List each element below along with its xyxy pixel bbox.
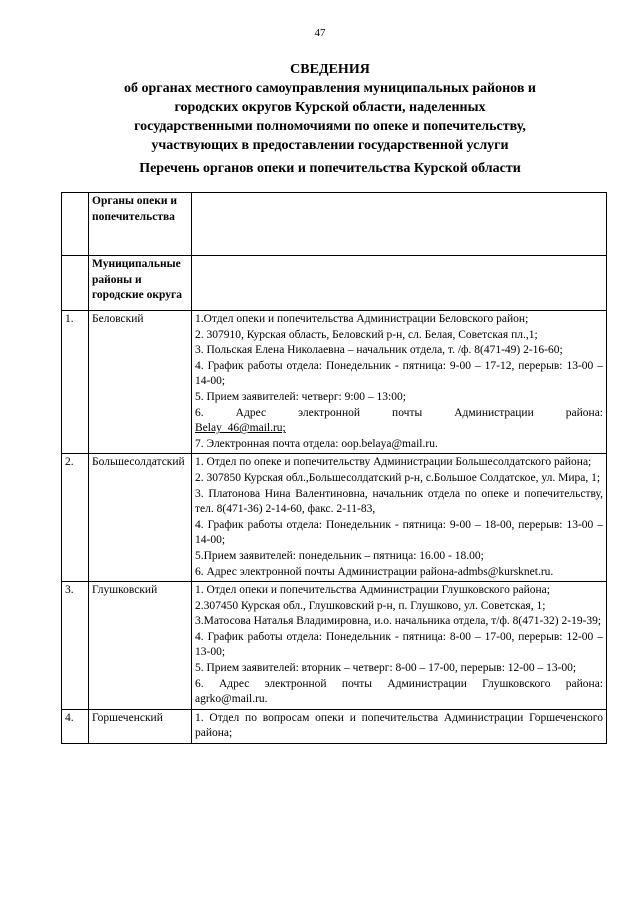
district-details <box>192 454 607 582</box>
detail-line: 5.Прием заявителей: понедельник – пятница: 16.00 - 18.00; <box>195 549 484 562</box>
table-row <box>62 709 607 743</box>
table-row <box>62 311 607 454</box>
table-row <box>62 454 607 582</box>
detail-line: 5. Прием заявителей: вторник – четверг: 8-00 – 17-00, перерыв: 12-00 – 13-00; <box>195 662 577 675</box>
district-name: Большесолдатский <box>89 454 192 582</box>
title-line: участвующих в предоставлении государственной услуги <box>151 138 509 153</box>
header-guardianship-bodies: Органы опеки и попечительства <box>89 193 192 256</box>
detail-line: 2.307450 Курская обл., Глушковский р-н, п. Глушково, ул. Советская, 1; <box>195 599 546 612</box>
detail-line: 2. 307850 Курская обл.,Большесолдатский р-н, с.Большое Солдатское, ул. Мира, 1; <box>195 471 601 484</box>
district-details <box>192 311 607 454</box>
title-line: городских округов Курской области, наделенных <box>174 100 486 115</box>
detail-line: 1.Отдел опеки и попечительства Администрации Беловского район; <box>195 313 529 325</box>
table-row <box>62 582 607 710</box>
document-title <box>60 60 600 155</box>
row-number: 1. <box>62 311 89 454</box>
header-districts: Муниципальные районы и городские округа <box>89 256 192 311</box>
district-details <box>192 582 607 710</box>
district-name: Горшеченский <box>89 709 192 743</box>
detail-line: 1. Отдел опеки и попечительства Администрации Глушковского района; <box>195 584 550 597</box>
table-header-row <box>62 193 607 256</box>
detail-line: 6. Адрес электронной почты Администрации Глушковского района: agrko@mail.ru. <box>195 677 603 706</box>
detail-line: 6. Адрес электронной почты Администрации района: <box>195 406 603 419</box>
page-number: 47 <box>314 27 326 39</box>
detail-line: 5. Прием заявителей: четверг: 9:00 – 13:00; <box>195 390 406 403</box>
row-number: 2. <box>62 454 89 582</box>
email-link[interactable]: Belay_46@mail.ru; <box>195 422 286 435</box>
detail-line: 4. График работы отдела: Понедельник - пятница: 8-00 – 17-00, перерыв: 12-00 – 13-00; <box>195 630 603 659</box>
row-number: 3. <box>62 582 89 710</box>
detail-line: 4. График работы отдела: Понедельник - пятница: 9-00 – 17-12, перерыв: 13-00 – 14-00; <box>195 359 603 388</box>
detail-line: 2. 307910, Курская область, Беловский р-н, сл. Белая, Советская пл.,1; <box>195 328 538 341</box>
detail-line: 1. Отдел по опеке и попечительству Администрации Большесолдатского района; <box>195 456 592 469</box>
district-name: Беловский <box>89 311 192 454</box>
detail-line: 3. Польская Елена Николаевна – начальник отдела, т. /ф. 8(471-49) 2-16-60; <box>195 344 563 357</box>
detail-line: 6. Адрес электронной почты Администрации района-admbs@kursknet.ru. <box>195 565 554 578</box>
title-line: об органах местного самоуправления муниципальных районов и <box>124 81 536 96</box>
district-details <box>192 709 607 743</box>
title-line: государственными полномочиями по опеке и попечительству, <box>134 119 526 134</box>
guardianship-table <box>61 192 607 744</box>
title-line: СВЕДЕНИЯ <box>290 62 370 77</box>
list-subtitle: Перечень органов опеки и попечительства Курской области <box>139 161 521 176</box>
detail-line: 3. Платонова Нина Валентиновна, начальник отдела по опеке и попечительству, тел. 8(471-36) 2-14-60, факс. 2-11-83, <box>195 487 603 516</box>
detail-line: 4. График работы отдела: Понедельник - пятница: 9-00 – 18-00, перерыв: 13-00 – 14-00; <box>195 518 603 547</box>
detail-line: 1. Отдел по вопросам опеки и попечительства Администрации Горшеченского района; <box>195 711 603 740</box>
table-header-row <box>62 256 607 311</box>
detail-line: 7. Электронная почта отдела: oop.belaya@mail.ru. <box>195 437 438 450</box>
detail-line: 3.Матосова Наталья Владимировна, и.о. начальника отдела, т/ф. 8(471-32) 2-19-39; <box>195 615 602 628</box>
row-number: 4. <box>62 709 89 743</box>
district-name: Глушковский <box>89 582 192 710</box>
